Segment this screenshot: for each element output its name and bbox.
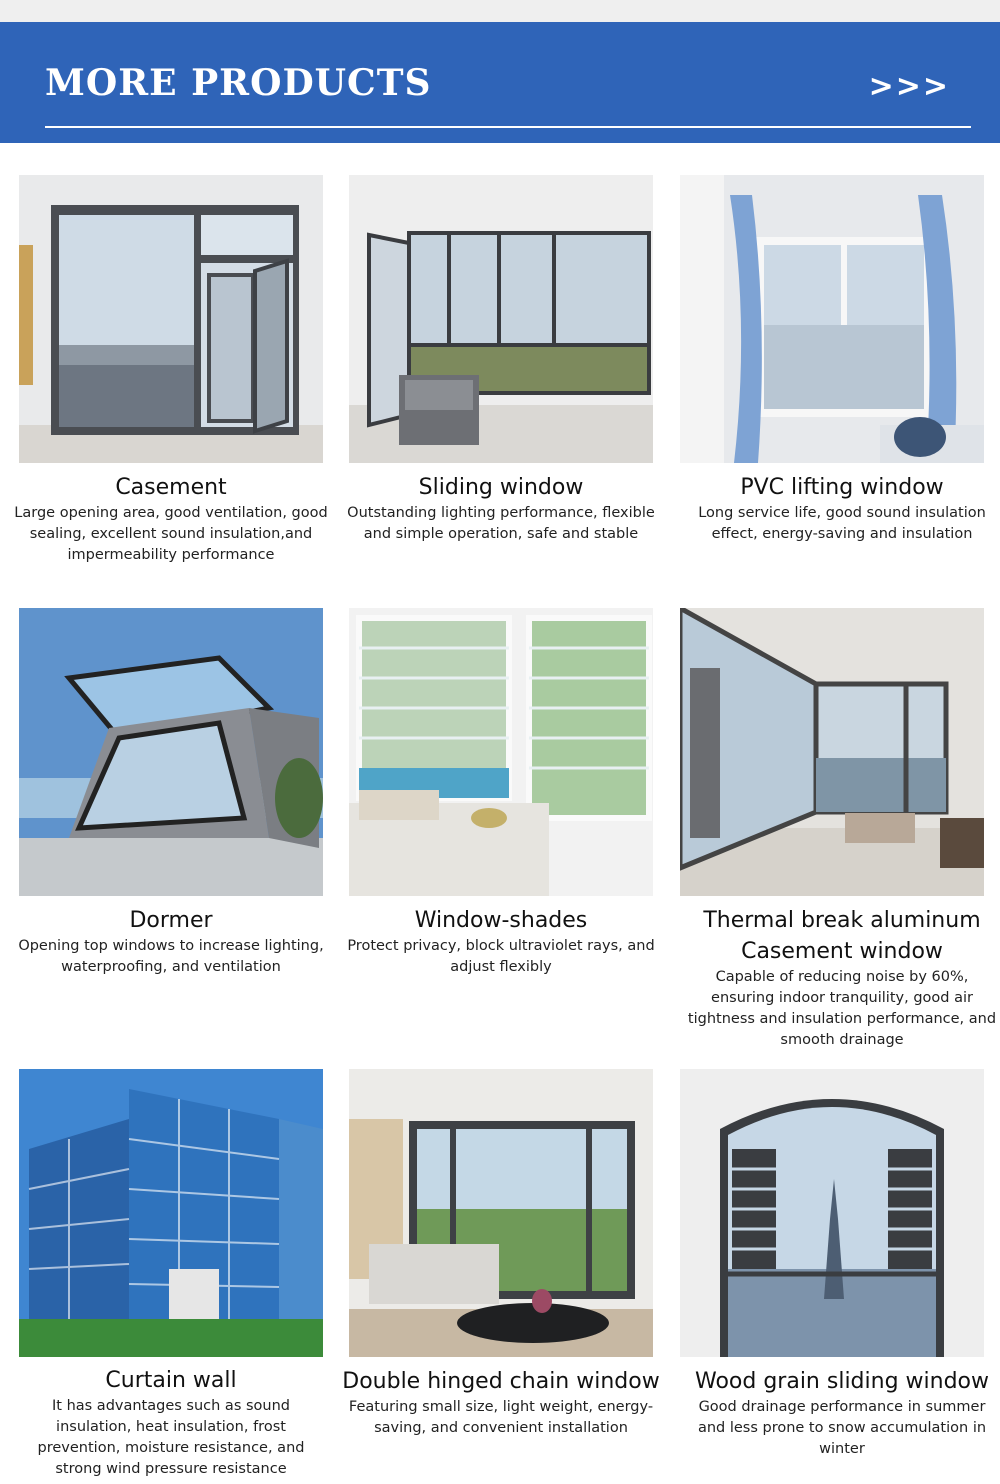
- product-name: Casement: [115, 475, 227, 500]
- more-arrows-link[interactable]: >>>: [868, 69, 950, 104]
- product-description: Opening top windows to increase lighting, waterproofing, and ventilation: [18, 938, 324, 975]
- product-description: Protect privacy, block ultraviolet rays, and adjust flexibly: [347, 938, 655, 975]
- banner-title: MORE PRODUCTS: [45, 62, 432, 104]
- wood-grain-sliding-window-photo[interactable]: [680, 1069, 984, 1357]
- product-card-window-shades: [336, 905, 666, 978]
- product-card-sliding-window: [336, 472, 666, 545]
- product-name: Double hinged chain window: [342, 1369, 660, 1394]
- thermal-break-casement-photo[interactable]: [680, 608, 984, 896]
- curtain-wall-photo[interactable]: [19, 1069, 323, 1357]
- banner-divider: [45, 126, 971, 128]
- product-name: Dormer: [129, 908, 213, 933]
- product-card-casement: [6, 472, 336, 566]
- product-card-curtain-wall: [6, 1365, 336, 1480]
- sliding-window-photo[interactable]: [349, 175, 653, 463]
- product-description: Long service life, good sound insulation effect, energy-saving and insulation: [698, 505, 986, 542]
- product-description: Outstanding lighting performance, flexible and simple operation, safe and stable: [347, 505, 655, 542]
- product-name: Thermal break aluminum Casement window: [703, 908, 981, 964]
- double-hinged-chain-window-photo[interactable]: [349, 1069, 653, 1357]
- product-card-dormer: [6, 905, 336, 978]
- window-shades-photo[interactable]: [349, 608, 653, 896]
- casement-window-photo[interactable]: [19, 175, 323, 463]
- product-description: Large opening area, good ventilation, good sealing, excellent sound insulation,and impermeability performance: [14, 505, 328, 563]
- product-description: Featuring small size, light weight, energy-saving, and convenient installation: [348, 1399, 654, 1436]
- product-name: Sliding window: [418, 475, 584, 500]
- top-strip: [0, 0, 1000, 22]
- product-name: Wood grain sliding window: [694, 1369, 989, 1394]
- product-description: Capable of reducing noise by 60%, ensuring indoor tranquility, good air tightness and insulation performance, and smooth drainage: [687, 969, 997, 1048]
- dormer-window-photo[interactable]: [19, 608, 323, 896]
- product-name: PVC lifting window: [740, 475, 944, 500]
- product-description: It has advantages such as sound insulation, heat insulation, frost prevention, moisture resistance, and strong wind pressure resistance: [37, 1398, 305, 1477]
- product-card-pvc-lifting-window: [677, 472, 1000, 545]
- product-card-thermal-break-casement: [677, 905, 1000, 1051]
- product-description: Good drainage performance in summer and less prone to snow accumulation in winter: [697, 1399, 987, 1457]
- product-card-double-hinged-chain-window: [336, 1366, 666, 1439]
- product-name: Window-shades: [414, 908, 588, 933]
- pvc-lifting-window-photo[interactable]: [680, 175, 984, 463]
- more-products-banner: [0, 22, 1000, 143]
- product-card-wood-grain-sliding-window: [677, 1366, 1000, 1460]
- product-name: Curtain wall: [105, 1368, 237, 1393]
